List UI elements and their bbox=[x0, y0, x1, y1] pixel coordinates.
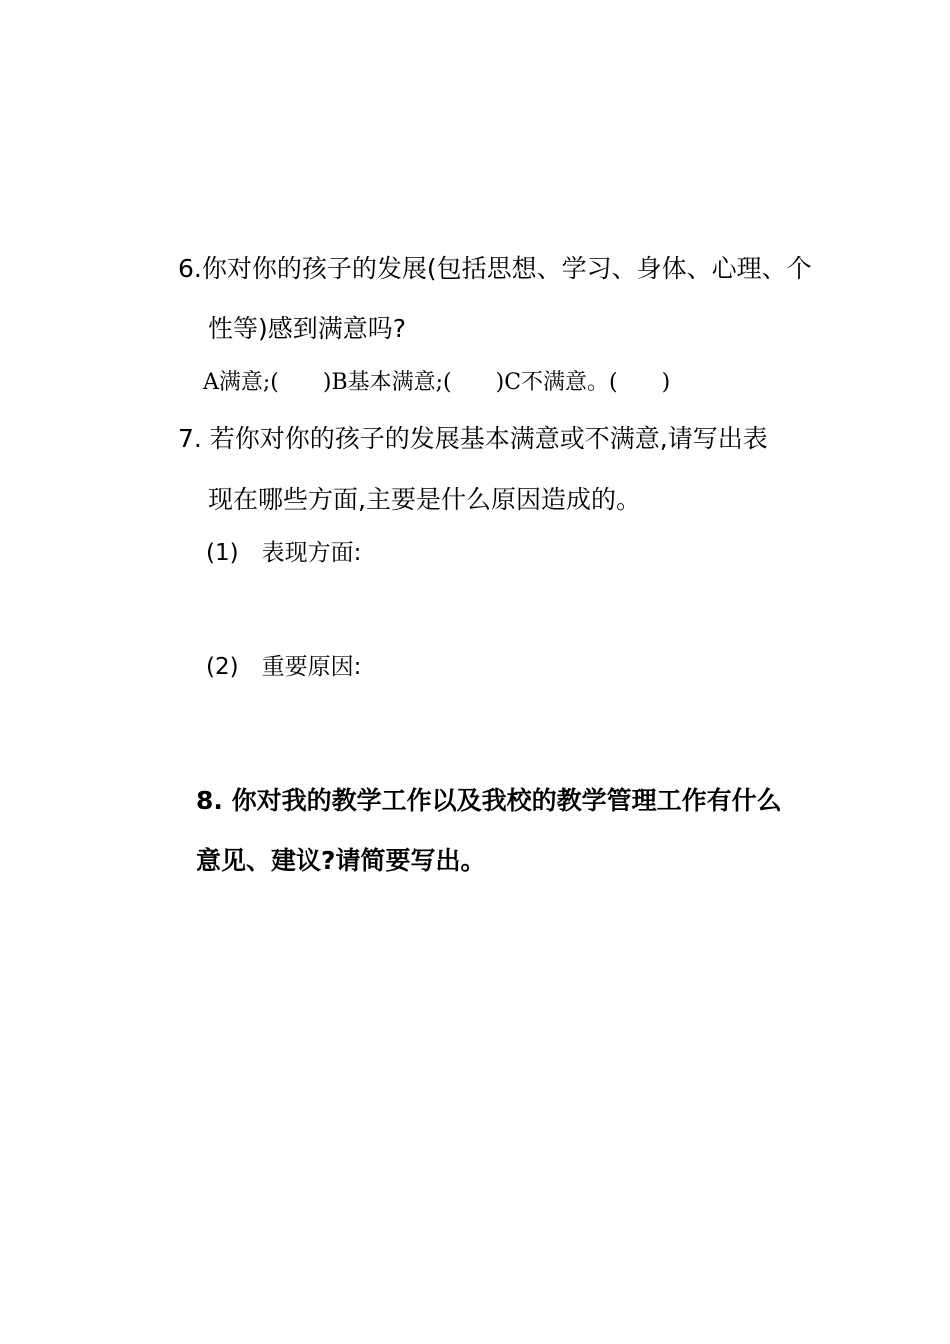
question-6-text-line-1: 6.你对你的孩子的发展(包括思想、学习、身体、心理、个 bbox=[178, 254, 812, 283]
question-7-text-line-2: 现在哪些方面,主要是什么原因造成的。 bbox=[208, 485, 641, 514]
question-8-text-line-1: 8. 你对我的教学工作以及我校的教学管理工作有什么 bbox=[196, 786, 782, 815]
question-8-text-line-2: 意见、建议?请简要写出。 bbox=[196, 846, 486, 875]
question-7-text-line-1: 7. 若你对你的孩子的发展基本满意或不满意,请写出表 bbox=[178, 424, 768, 453]
question-6-options: A满意;( )B基本满意;( )C不满意。( ) bbox=[203, 370, 671, 395]
question-6-text-line-2: 性等)感到满意吗? bbox=[208, 314, 407, 343]
question-7-part-2: (2) 重要原因: bbox=[206, 654, 362, 680]
question-7-part-1: (1) 表现方面: bbox=[206, 540, 362, 566]
